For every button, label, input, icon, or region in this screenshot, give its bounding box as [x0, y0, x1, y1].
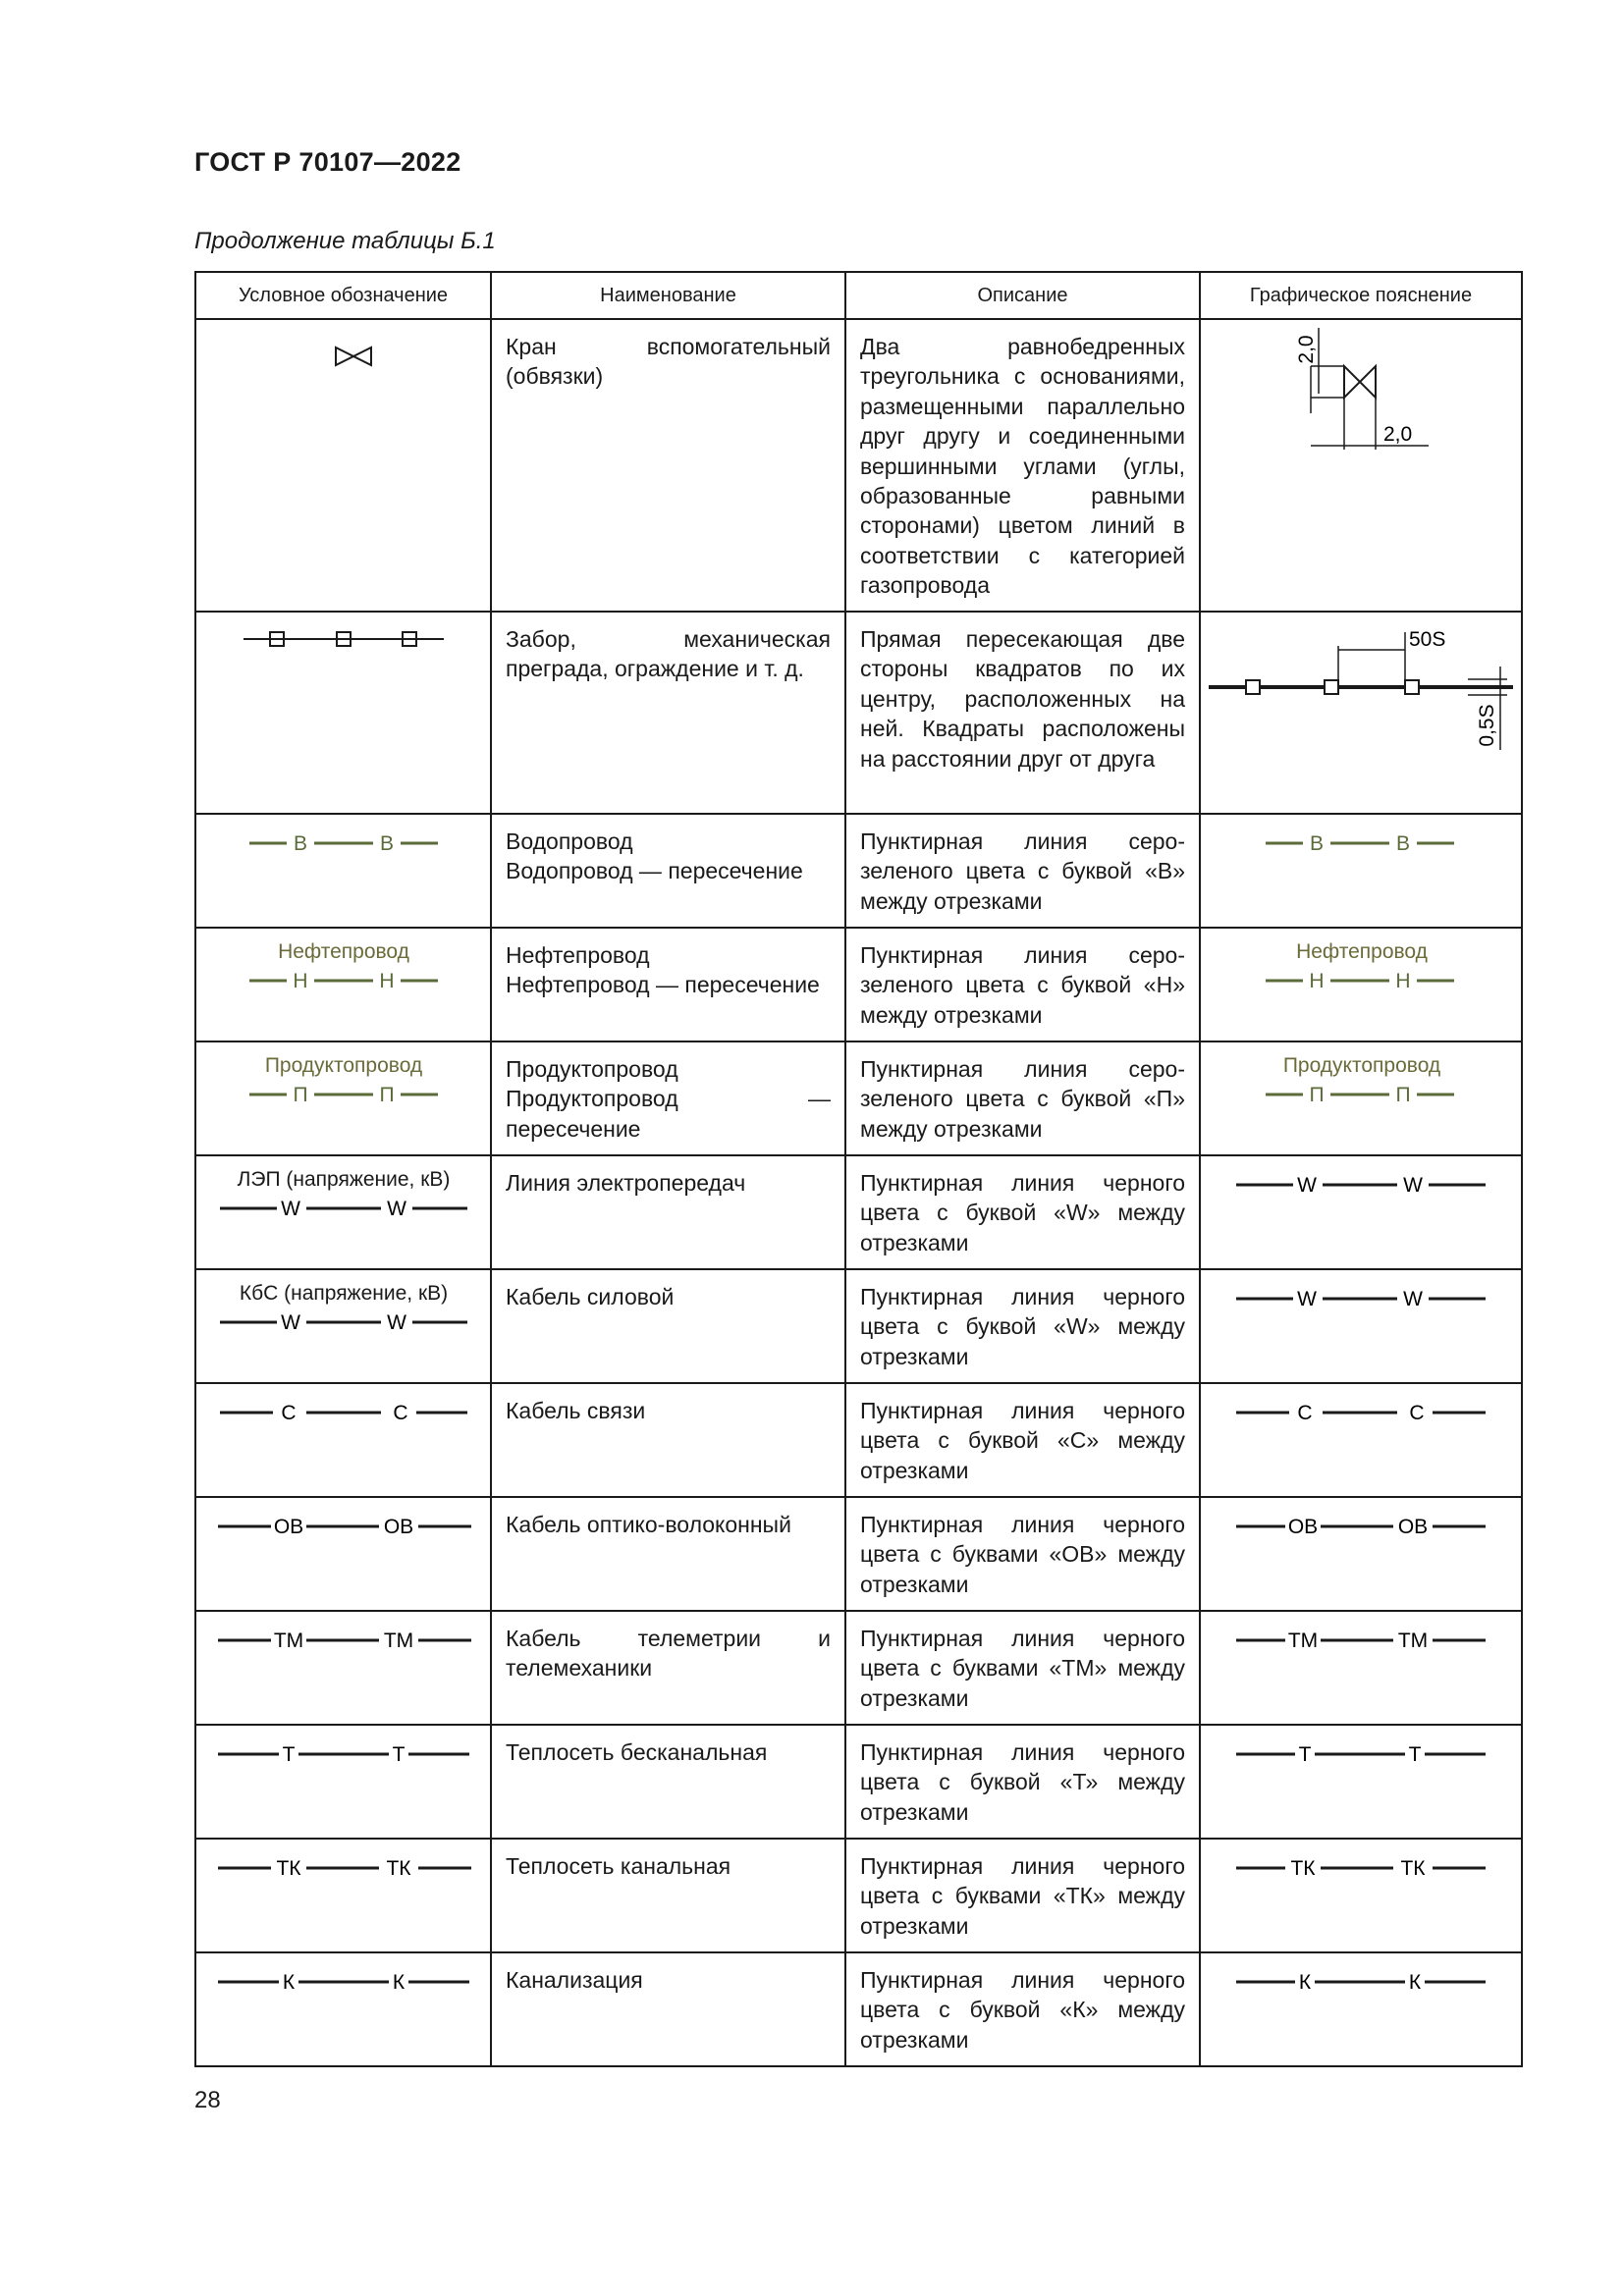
line-letter: W: [1297, 1288, 1317, 1310]
heat-network-symbol: [196, 1726, 492, 1785]
graphic-cell: [1200, 1041, 1522, 1155]
line-letter: ОВ: [1287, 1516, 1319, 1538]
row-description: Пунктирная линия черного цвета с буквой «Т» между отрезками: [860, 1739, 1185, 1825]
row-name: Кабель связи: [506, 1398, 646, 1423]
valve-symbol: [196, 320, 492, 379]
table-row: [195, 814, 1522, 928]
table-row: [195, 1383, 1522, 1497]
line-letter: ТК: [276, 1857, 301, 1880]
power-line-graphic: [1201, 1156, 1523, 1215]
line-letter: ОВ: [383, 1516, 414, 1538]
line-letter: Т: [1298, 1743, 1312, 1766]
telemetry-cable-graphic: [1201, 1612, 1523, 1671]
line-letter: ОВ: [1397, 1516, 1429, 1538]
name-cell: [491, 319, 845, 612]
symbol-cell: [195, 1383, 491, 1497]
description-cell: [845, 1497, 1200, 1611]
line-letter: П: [379, 1084, 395, 1106]
line-letter: К: [392, 1971, 406, 1994]
line-letter: П: [293, 1084, 308, 1106]
pipe-label: Нефтепровод: [1296, 940, 1428, 963]
line-letter: ТМ: [383, 1629, 414, 1652]
row-description: Прямая пересекающая две стороны квадратов по их центру, расположенных на ней. Квадраты расположены на расстоянии друг от друга: [860, 626, 1185, 772]
line-letter: W: [1297, 1174, 1317, 1197]
table-row: [195, 1611, 1522, 1725]
graphic-cell: [1200, 319, 1522, 612]
line-letter: С: [281, 1402, 297, 1424]
row-name: Кабель телеметрии и телемеханики: [506, 1626, 831, 1682]
dimension-label-vertical: 0,5S: [1476, 704, 1498, 747]
table-row: [195, 1269, 1522, 1383]
line-label: ЛЭП (напряжение, кВ): [237, 1168, 451, 1191]
row-name: Забор, механическая преграда, ограждение и т. д.: [506, 626, 831, 682]
table-row: [195, 1497, 1522, 1611]
graphic-cell: [1200, 1611, 1522, 1725]
name-cell: [491, 1497, 845, 1611]
dimension-label-vertical: 2,0: [1295, 335, 1318, 364]
name-cell: [491, 1269, 845, 1383]
symbol-cell: [195, 1839, 491, 1952]
line-letter: W: [1403, 1288, 1423, 1310]
description-cell: [845, 1269, 1200, 1383]
row-name: Теплосеть бесканальная: [506, 1739, 768, 1765]
dimension-label-horizontal: 50S: [1409, 628, 1446, 651]
row-description: Пунктирная линия черного цвета с буквой «К» между отрезками: [860, 1967, 1185, 2053]
line-letter: Н: [1309, 970, 1325, 992]
symbol-cell: [195, 1269, 491, 1383]
heat-channel-graphic: [1201, 1840, 1523, 1898]
product-pipe-graphic: [1201, 1042, 1523, 1113]
oil-pipe-graphic: [1201, 929, 1523, 999]
table-caption: Продолжение таблицы Б.1: [194, 228, 496, 254]
name-cell: [491, 1839, 845, 1952]
name-cell: [491, 928, 845, 1041]
graphic-cell: [1200, 1497, 1522, 1611]
row-name: Водопровод Водопровод — пересечение: [506, 828, 803, 884]
description-cell: [845, 1725, 1200, 1839]
description-cell: [845, 1839, 1200, 1952]
water-pipe-graphic: [1201, 815, 1523, 874]
pipe-label: Продуктопровод: [264, 1054, 423, 1077]
row-name: Линия электропередач: [506, 1170, 746, 1196]
line-letter: К: [1298, 1971, 1312, 1994]
symbol-cell: [195, 1952, 491, 2066]
row-description: Пунктирная линия черного цвета с буквами «ТК» между отрезками: [860, 1853, 1185, 1939]
row-name: Кабель силовой: [506, 1284, 675, 1309]
name-cell: [491, 1041, 845, 1155]
table-row: [195, 612, 1522, 814]
symbol-cell: [195, 1041, 491, 1155]
row-name: Теплосеть канальная: [506, 1853, 731, 1879]
line-letter: ОВ: [273, 1516, 304, 1538]
name-cell: [491, 1155, 845, 1269]
row-name: Кран вспомогательный (обвязки): [506, 334, 831, 390]
row-description: Пунктирная линия серо-зеленого цвета с буквой «П» между отрезками: [860, 1056, 1185, 1142]
power-cable-symbol: [196, 1270, 492, 1341]
graphic-cell: [1200, 1952, 1522, 2066]
dimension-label-horizontal: 2,0: [1383, 423, 1413, 446]
page-number: 28: [194, 2087, 221, 2113]
line-letter: W: [1403, 1174, 1423, 1197]
row-description: Пунктирная линия серо-зеленого цвета с буквой «В» между отрезками: [860, 828, 1185, 914]
name-cell: [491, 1952, 845, 2066]
name-cell: [491, 814, 845, 928]
table-row: [195, 1839, 1522, 1952]
telemetry-cable-symbol: [196, 1612, 492, 1671]
fence-symbol: [196, 613, 492, 671]
symbol-cell: [195, 1155, 491, 1269]
name-cell: [491, 612, 845, 814]
symbols-table: [194, 271, 1523, 2067]
symbol-cell: [195, 319, 491, 612]
product-pipe-symbol: [196, 1042, 492, 1113]
pipe-label: Продуктопровод: [1282, 1054, 1441, 1077]
heat-channel-symbol: [196, 1840, 492, 1898]
heat-network-graphic: [1201, 1726, 1523, 1785]
row-name: Нефтепровод Нефтепровод — пересечение: [506, 942, 820, 998]
line-letter: С: [393, 1402, 408, 1424]
row-description: Пунктирная линия черного цвета с буквой «С» между отрезками: [860, 1398, 1185, 1483]
line-letter: Т: [282, 1743, 296, 1766]
graphic-cell: [1200, 1155, 1522, 1269]
comm-cable-symbol: [196, 1384, 492, 1443]
graphic-cell: [1200, 1839, 1522, 1952]
graphic-cell: [1200, 814, 1522, 928]
description-cell: [845, 1383, 1200, 1497]
water-pipe-symbol: [196, 815, 492, 874]
description-cell: [845, 1041, 1200, 1155]
row-description: Пунктирная линия черного цвета с буквами «ОВ» между отрезками: [860, 1512, 1185, 1597]
col-header-name: Наименование: [491, 272, 845, 319]
line-letter: Н: [379, 970, 395, 992]
oil-pipe-symbol: [196, 929, 492, 999]
line-letter: ТК: [1400, 1857, 1426, 1880]
symbol-cell: [195, 1725, 491, 1839]
line-letter: W: [281, 1311, 300, 1334]
line-label: КбС (напряжение, кВ): [239, 1282, 449, 1305]
line-letter: W: [281, 1198, 300, 1220]
line-letter: К: [282, 1971, 296, 1994]
line-letter: ТМ: [1287, 1629, 1319, 1652]
row-description: Пунктирная линия черного цвета с буквой «W» между отрезками: [860, 1284, 1185, 1369]
graphic-cell: [1200, 1383, 1522, 1497]
line-letter: ТК: [1290, 1857, 1316, 1880]
name-cell: [491, 1725, 845, 1839]
line-letter: К: [1408, 1971, 1422, 1994]
col-header-graphic: Графическое пояснение: [1200, 272, 1522, 319]
symbol-cell: [195, 814, 491, 928]
line-letter: В: [1309, 832, 1325, 855]
comm-cable-graphic: [1201, 1384, 1523, 1443]
col-header-description: Описание: [845, 272, 1200, 319]
graphic-cell: [1200, 1269, 1522, 1383]
description-cell: [845, 814, 1200, 928]
graphic-cell: [1200, 928, 1522, 1041]
line-letter: П: [1309, 1084, 1325, 1106]
line-letter: В: [379, 832, 395, 855]
table-row: [195, 1155, 1522, 1269]
row-description: Пунктирная линия серо-зеленого цвета с буквой «Н» между отрезками: [860, 942, 1185, 1028]
table-row: [195, 1725, 1522, 1839]
valve-dimension-graphic: [1201, 320, 1523, 457]
symbol-cell: [195, 928, 491, 1041]
col-header-symbol: Условное обозначение: [195, 272, 491, 319]
description-cell: [845, 612, 1200, 814]
graphic-cell: [1200, 1725, 1522, 1839]
fence-dimension-graphic: [1201, 613, 1523, 760]
line-letter: W: [387, 1198, 406, 1220]
description-cell: [845, 1611, 1200, 1725]
line-letter: W: [387, 1311, 406, 1334]
document-header: ГОСТ Р 70107—2022: [194, 147, 461, 177]
pipe-label: Нефтепровод: [278, 940, 409, 963]
sewer-graphic: [1201, 1953, 1523, 2012]
row-description: Пунктирная линия черного цвета с буквами «ТМ» между отрезками: [860, 1626, 1185, 1711]
name-cell: [491, 1611, 845, 1725]
sewer-symbol: [196, 1953, 492, 2012]
line-letter: Н: [293, 970, 308, 992]
line-letter: ТК: [386, 1857, 411, 1880]
symbol-cell: [195, 1497, 491, 1611]
line-letter: П: [1395, 1084, 1411, 1106]
table-row: [195, 928, 1522, 1041]
row-name: Канализация: [506, 1967, 643, 1993]
table-row: [195, 319, 1522, 612]
line-letter: С: [1297, 1402, 1313, 1424]
table-header-row: [195, 272, 1522, 319]
description-cell: [845, 928, 1200, 1041]
table-row: [195, 1041, 1522, 1155]
row-description: Пунктирная линия черного цвета с буквой «W» между отрезками: [860, 1170, 1185, 1255]
graphic-cell: [1200, 612, 1522, 814]
line-letter: В: [293, 832, 308, 855]
table-row: [195, 1952, 1522, 2066]
symbol-cell: [195, 1611, 491, 1725]
row-description: Два равнобедренных треугольника с основаниями, размещенными параллельно друг другу и соединенными вершинными углами (углы, образованные равными сторонами) цветом линий в соответствии с категорией газопровода: [860, 334, 1185, 599]
line-letter: ТМ: [273, 1629, 304, 1652]
description-cell: [845, 1155, 1200, 1269]
description-cell: [845, 319, 1200, 612]
power-line-symbol: [196, 1156, 492, 1227]
description-cell: [845, 1952, 1200, 2066]
fiber-cable-graphic: [1201, 1498, 1523, 1557]
line-letter: С: [1409, 1402, 1425, 1424]
name-cell: [491, 1383, 845, 1497]
line-letter: Т: [392, 1743, 406, 1766]
line-letter: В: [1395, 832, 1411, 855]
row-name: Продуктопровод Продуктопровод — пересечение: [506, 1056, 831, 1142]
power-cable-graphic: [1201, 1270, 1523, 1329]
symbol-cell: [195, 612, 491, 814]
row-name: Кабель оптико-волоконный: [506, 1512, 791, 1537]
line-letter: ТМ: [1397, 1629, 1429, 1652]
line-letter: Н: [1395, 970, 1411, 992]
fiber-cable-symbol: [196, 1498, 492, 1557]
line-letter: Т: [1408, 1743, 1422, 1766]
